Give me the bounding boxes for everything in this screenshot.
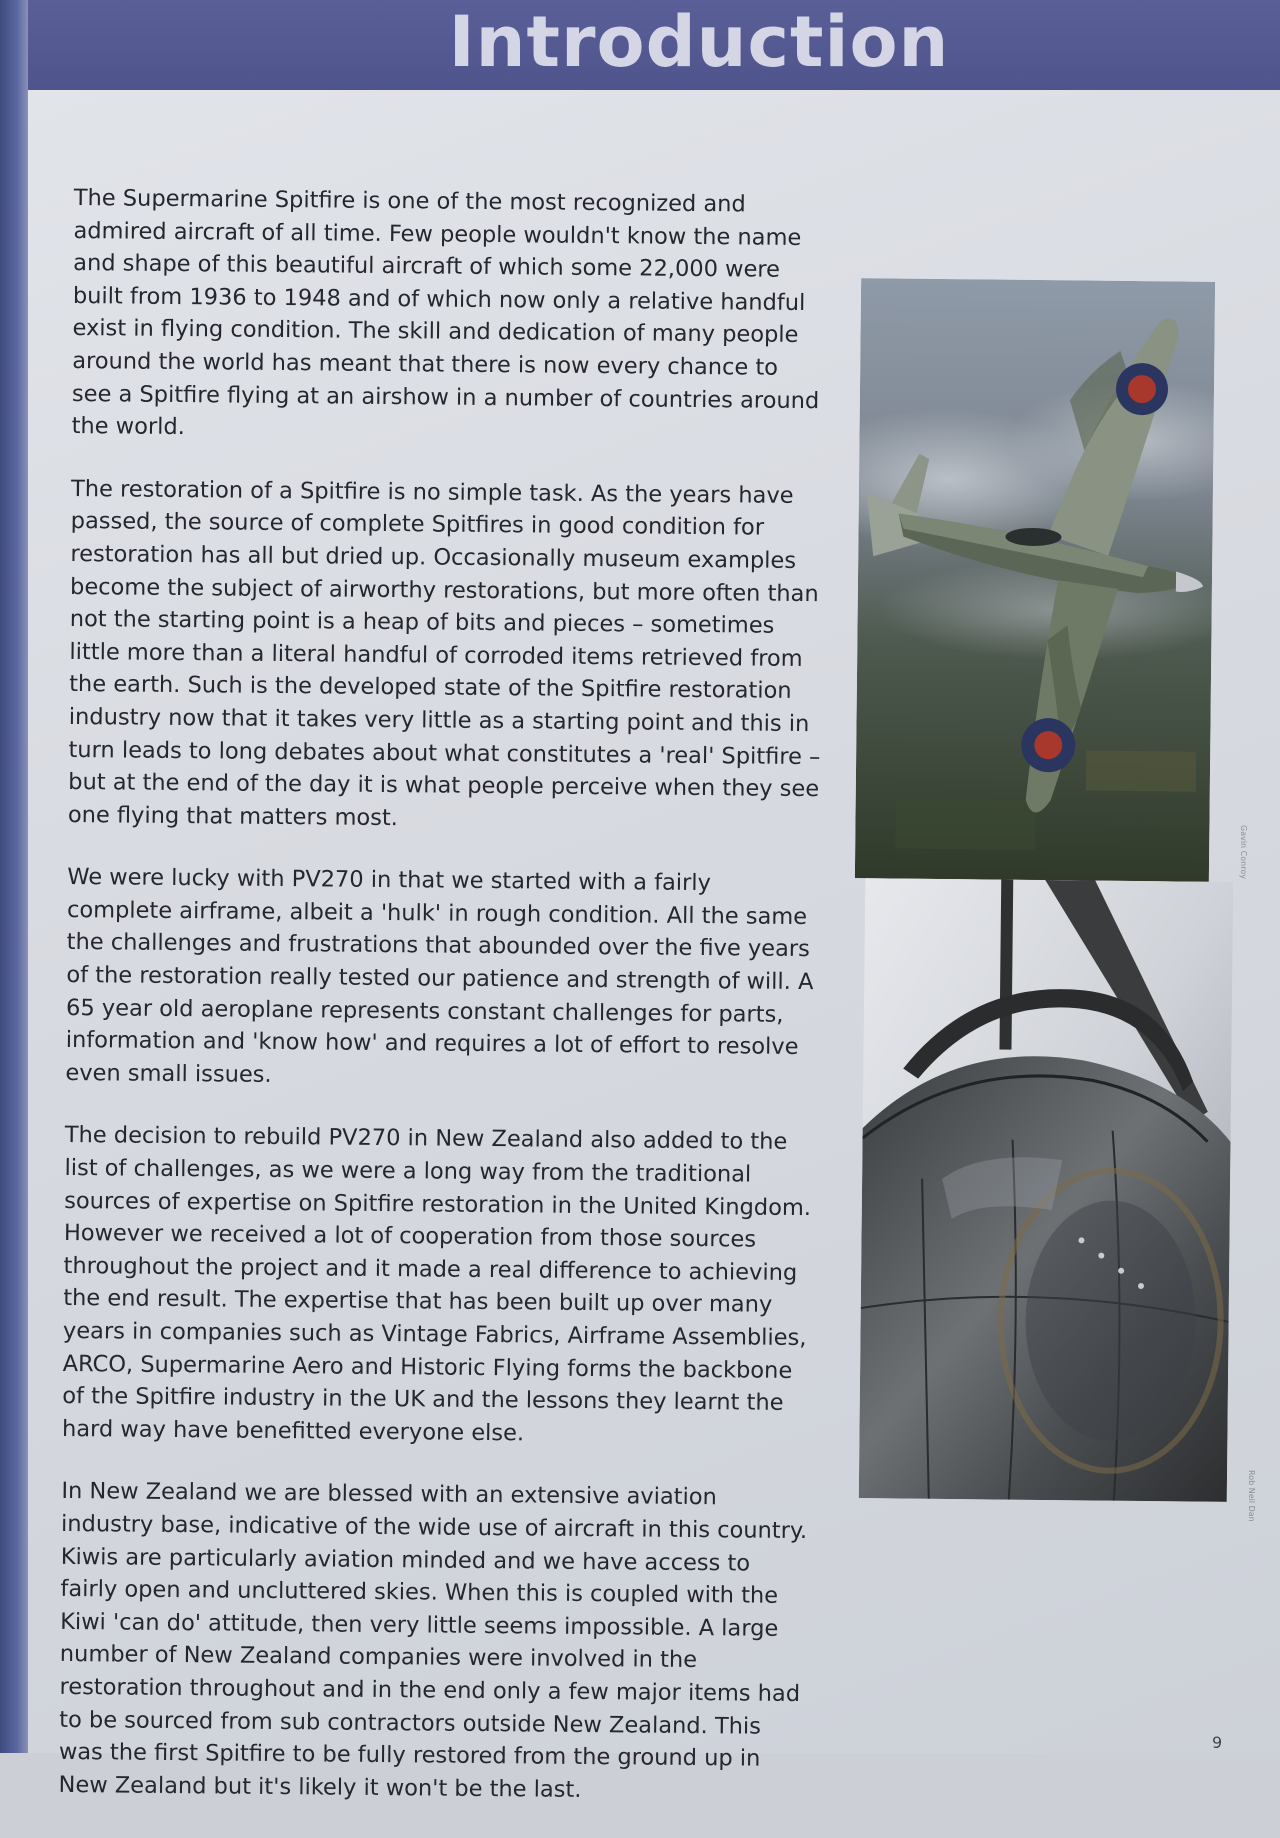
page-title: Introduction: [448, 1, 950, 83]
title-banner: [28, 0, 1280, 90]
article-paragraph-2: The restoration of a Spitfire is no simple task. As the years have passed, the source of complete Spitfires in good condition for restoration has all but dried up. Occasionally museum examples become the subject of airworthy restorations, but more often than not the starting point is a heap of bits and pieces – sometimes little more than a literal handful of corroded items retrieved from the earth. Such is the developed state of the Spitfire restoration industry now that it takes very little as a starting point and this in turn leads to long debates about what constitutes a 'real' Spitfire – but at the end of the day it is what people perceive when they see one flying that matters most.: [67, 475, 821, 831]
article-body: [58, 182, 826, 1838]
spitfire-cockpit-photo: [859, 878, 1233, 1502]
top-photo-credit: Gavin Conroy: [1239, 825, 1248, 879]
article-paragraph-1: The Supermarine Spitfire is one of the most recognized and admired aircraft of all time. Few people wouldn't know the name and shape of this beautiful aircraft of which some 22,000 were built from 1936 to 1948 and of which now only a relative handful exist in flying condition. The skill and dedication of many people around the world has meant that there is now every chance to see a Spitfire flying at an airshow in a number of countries around the world.: [71, 184, 820, 441]
article-paragraph-5: In New Zealand we are blessed with an extensive aviation industry base, indicative of the wide use of aircraft in this country. Kiwis are particularly aviation minded and we have access to fairly open and uncluttered skies. When this is coupled with the Kiwi 'can do' attitude, then very little seems impossible. A large number of New Zealand companies were involved in the restoration throughout and in the end only a few major items had to be sourced from sub contractors outside New Zealand. This was the first Spitfire to be fully restored from the ground up in New Zealand but it's likely it won't be the last.: [58, 1478, 808, 1803]
article-paragraph-4: The decision to rebuild PV270 in New Zealand also added to the list of challenges, as we were a long way from the traditional sources of expertise on Spitfire restoration in the United Kingdom. However we received a lot of cooperation from those sources throughout the project and it made a real difference to achieving the end result. The expertise that has been built up over many years in companies such as Vintage Fabrics, Airframe Assemblies, ARCO, Supermarine Aero and Historic Flying forms the backbone of the Spitfire industry in the UK and the lessons they learnt the hard way have benefitted everyone else.: [61, 1122, 812, 1447]
page-number: 9: [1212, 1733, 1223, 1752]
bottom-photo-credit: Rob Neil Dan: [1247, 1470, 1256, 1522]
binding-spine: [0, 0, 28, 1753]
spitfire-flight-photo: [855, 278, 1215, 882]
article-paragraph-3: We were lucky with PV270 in that we started with a fairly complete airframe, albeit a 'hulk' in rough condition. All the same the challenges and frustrations that abounded over the five years of the restoration really tested our patience and strength of will. A 65 year old aeroplane represents constant challenges for parts, information and 'know how' and requires a lot of effort to resolve even small issues.: [65, 864, 814, 1088]
